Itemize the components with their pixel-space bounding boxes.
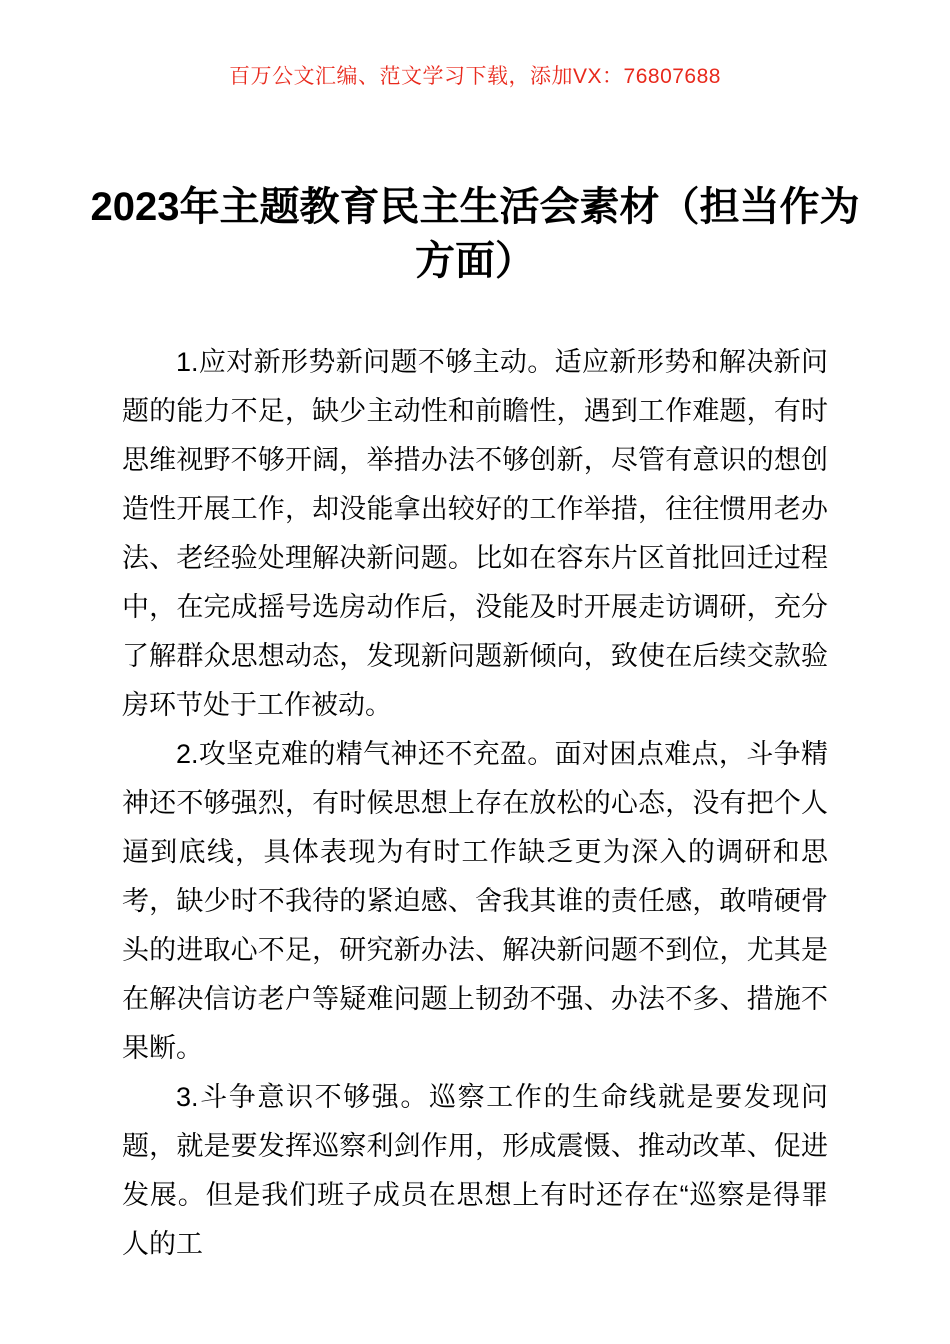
paragraph-1: 1.应对新形势新问题不够主动。适应新形势和解决新问题的能力不足，缺少主动性和前瞻性，遇到工作难题，有时思维视野不够开阔，举措办法不够创新，尽管有意识的想创造性开展工作，却没能拿出较好的工作举措，往往惯用老办法、老经验处理解决新问题。比如在容东片区首批回迁过程中，在完成摇号选房动作后，没能及时开展走访调研，充分了解群众思想动态，发现新问题新倾向，致使在后续交款验房环节处于工作被动。 [122, 347, 828, 720]
paragraph-3: 3.斗争意识不够强。巡察工作的生命线就是要发现问题，就是要发挥巡察利剑作用，形成震慑、推动改革、促进发展。但是我们班子成员在思想上有时还存在“巡察是得罪人的工 [122, 1082, 828, 1259]
paragraph-2: 2.攻坚克难的精气神还不充盈。面对困点难点，斗争精神还不够强烈，有时候思想上存在放松的心态，没有把个人逼到底线，具体表现为有时工作缺乏更为深入的调研和思考，缺少时不我待的紧迫感、舍我其谁的责任感，敢啃硬骨头的进取心不足，研究新办法、解决新问题不到位，尤其是在解决信访老户等疑难问题上韧劲不强、办法不多、措施不果断。 [122, 739, 828, 1063]
document-title-line-2: 方面） [415, 239, 535, 283]
document-title [75, 180, 875, 288]
document-title-line-1: 2023年主题教育民主生活会素材（担当作为 [90, 185, 860, 229]
document-body [122, 338, 828, 1269]
promo-banner-text: 百万公文汇编、范文学习下载，添加VX：76807688 [229, 65, 721, 88]
